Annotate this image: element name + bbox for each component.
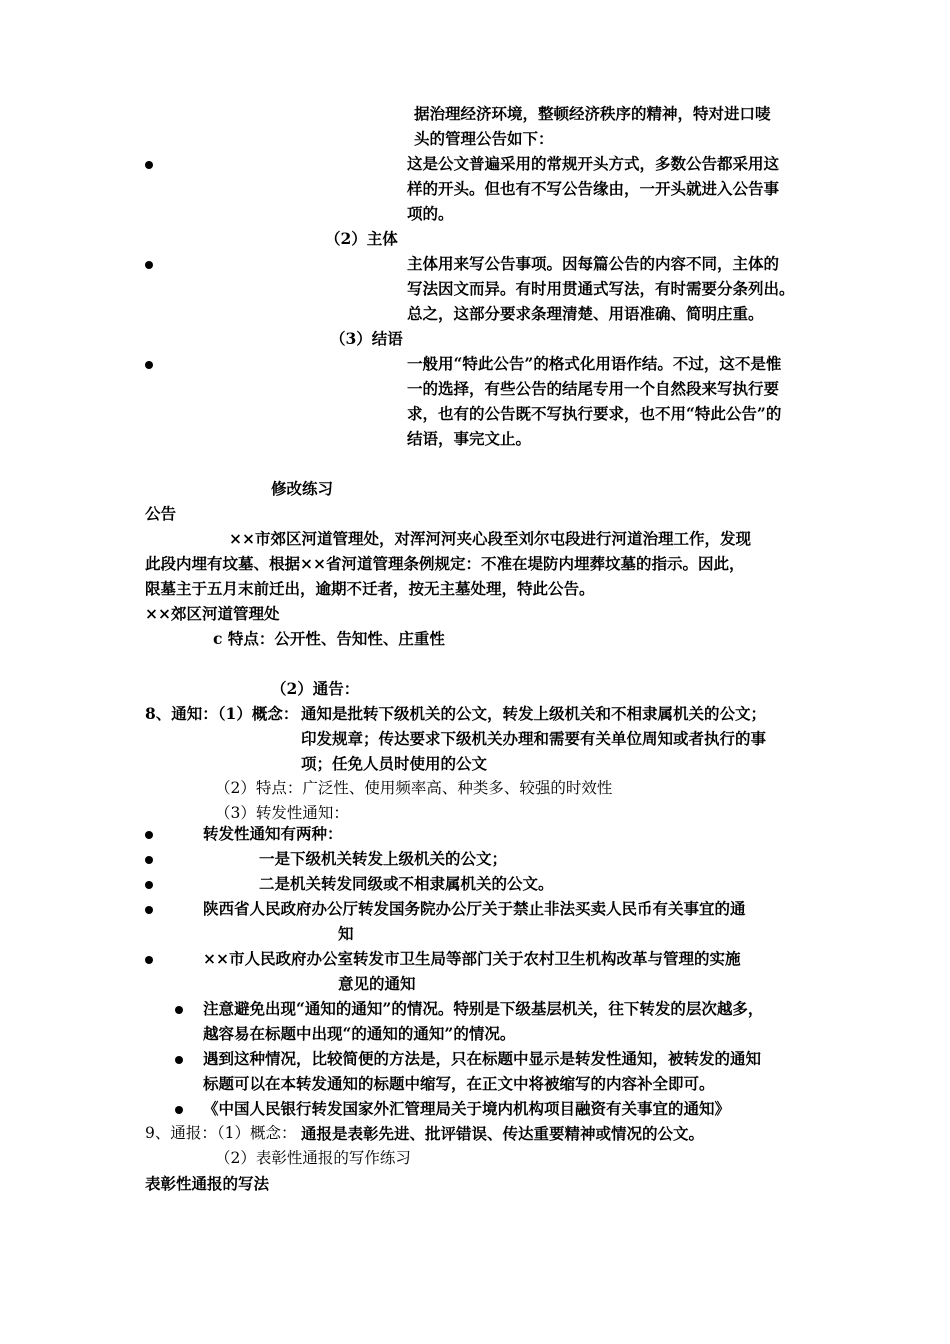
section8-features: （2）特点：广泛性、使用频率高、种类多、较强的时效性 [215,779,613,797]
exercise-signature: ××郊区河道管理处 [145,604,280,623]
body-note-line: 写法因文而异。有时用贯通式写法，有时需要分条列出。 [407,279,795,298]
bullet-icon [145,956,153,964]
exercise-line: 此段内埋有坟墓、根据××省河道管理条例规定：不准在堤防内埋葬坟墓的指示。因此， [145,554,745,573]
opening-note-line: 样的开头。但也有不写公告缘由，一开头就进入公告事 [407,179,780,198]
sub-bullet-text: 《中国人民银行转发国家外汇管理局关于境内机构项目融资有关事宜的通知》 [203,1099,731,1118]
closing-heading: （3）结语 [330,329,403,348]
bullet-icon [145,906,153,914]
opening-note-line: 这是公文普遍采用的常规开头方式，多数公告都采用这 [407,154,780,173]
body-note-line: 主体用来写公告事项。因每篇公告的内容不同，主体的 [407,254,780,273]
sub-bullet-text: 标题可以在本转发通知的标题中缩写，在正文中将被缩写的内容补全即可。 [203,1074,715,1093]
bullet-icon [145,881,153,889]
section8-forward-heading: （3）转发性通知： [215,804,349,822]
section8-concept-line: 项；任免人员时使用的公文 [301,754,488,773]
section8-concept-line: 通知是批转下级机关的公文，转发上级机关和不相隶属机关的公文； [301,704,767,723]
section8-concept-line: 印发规章；传达要求下级机关办理和需要有关单位周知或者执行的事 [301,729,767,748]
closing-note-line: 求，也有的公告既不写执行要求，也不用“特此公告”的 [407,404,782,423]
bullet-icon [145,361,153,369]
intro-line-2: 头的管理公告如下： [414,129,554,148]
forward-bullet-text: 二是机关转发同级或不相隶属机关的公文。 [259,874,554,893]
exercise-title: 公告 [145,504,177,523]
forward-bullet-text: 意见的通知 [338,974,416,993]
bullet-icon [175,1056,183,1064]
forward-bullet-text: 陕西省人民政府办公厅转发国务院办公厅关于禁止非法买卖人民币有关事宜的通 [203,899,746,918]
forward-bullet-text: 一是下级机关转发上级机关的公文； [259,849,508,868]
closing-note-line: 一般用“特此公告”的格式化用语作结。不过，这不是惟 [407,354,782,373]
body-heading: （2）主体 [325,229,398,248]
notice-heading: （2）通告： [271,679,360,698]
forward-bullet-text: ××市人民政府办公室转发市卫生局等部门关于农村卫生机构改革与管理的实施 [203,949,741,968]
closing-note-line: 一的选择，有些公告的结尾专用一个自然段来写执行要 [407,379,780,398]
exercise-line: ××市郊区河道管理处，对浑河河夹心段至刘尔屯段进行河道治理工作，发现 [229,529,751,548]
bullet-icon [145,261,153,269]
intro-line-1: 据治理经济环境，整顿经济秩序的精神，特对进口唛 [414,104,771,123]
sub-bullet-text: 遇到这种情况，比较简便的方法是，只在标题中显示是转发性通知，被转发的通知 [203,1049,762,1068]
exercise-line: 限墓主于五月末前迁出，逾期不迁者，按无主墓处理，特此公告。 [145,579,595,598]
section9-method-heading: 表彰性通报的写法 [145,1174,270,1193]
section9-concept: 通报是表彰先进、批评错误、传达重要精神或情况的公文。 [301,1124,705,1143]
sub-bullet-text: 注意避免出现“通知的通知”的情况。特别是下级基层机关，往下转发的层次越多， [203,999,764,1018]
bullet-icon [175,1106,183,1114]
section9-label: 9、通报：（1）概念： [145,1124,297,1142]
bullet-icon [175,1006,183,1014]
bullet-icon [145,856,153,864]
section9-practice: （2）表彰性通报的写作练习 [215,1149,411,1167]
bullet-icon [145,161,153,169]
sub-bullet-text: 越容易在标题中出现“的通知的通知”的情况。 [203,1024,516,1043]
bullet-icon [145,831,153,839]
exercise-features: c 特点：公开性、告知性、庄重性 [213,629,445,648]
opening-note-line: 项的。 [407,204,454,223]
forward-bullet-text: 知 [338,924,354,943]
closing-note-line: 结语，事完文止。 [407,429,532,448]
section8-label: 8、通知：（1）概念： [145,704,299,723]
body-note-line: 总之，这部分要求条理清楚、用语准确、简明庄重。 [407,304,764,323]
forward-bullet-text: 转发性通知有两种： [203,824,343,843]
exercise-heading: 修改练习 [271,479,334,498]
